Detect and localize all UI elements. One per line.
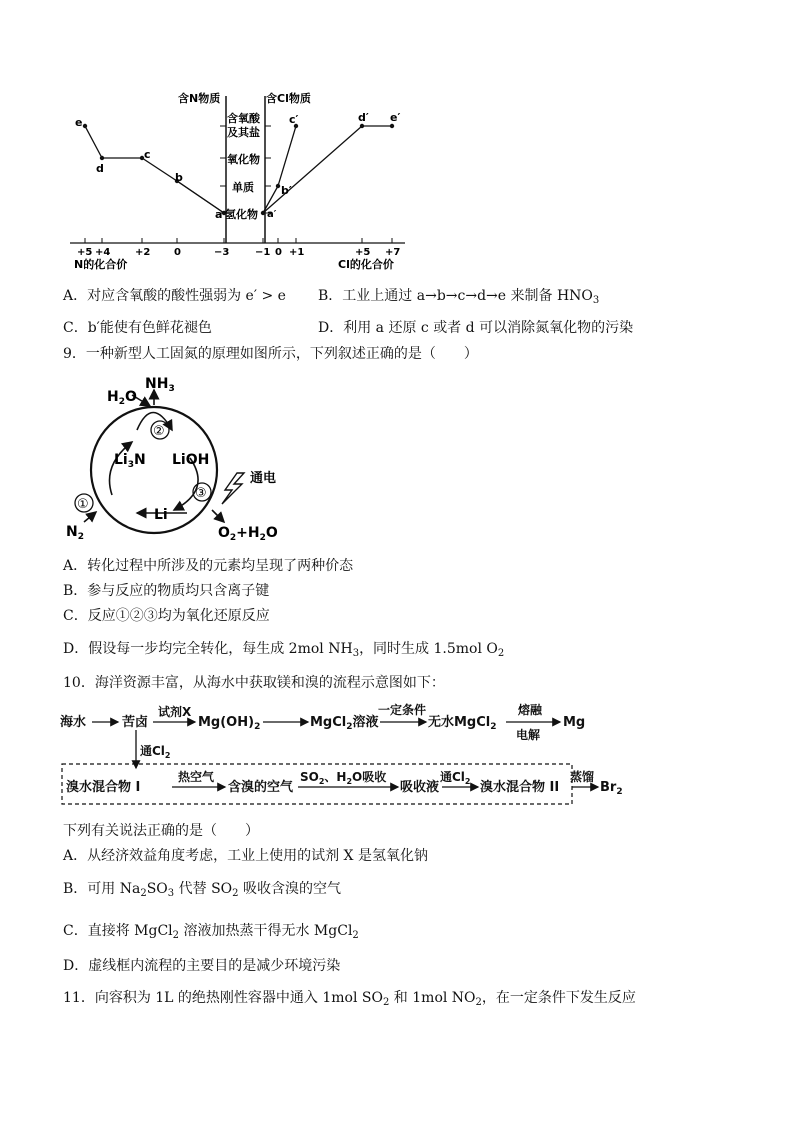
cl-label-b: b′ — [281, 184, 292, 197]
category-element: 单质 — [232, 181, 254, 194]
label-step1: ① — [77, 497, 89, 512]
category-oxyacid-line2: 及其盐 — [227, 126, 260, 139]
q10-option-b: B．可用 $Na_2SO_3$ 代替 $SO_2$ 吸收含溴的空气 — [63, 881, 341, 899]
n-label-d: d — [96, 162, 104, 175]
cl-point-b — [276, 184, 280, 188]
q9-option-a: A．转化过程中所涉及的元素均呈现了两种价态 — [63, 558, 354, 574]
label-o2-h2o: $O_2+H_2O$ — [218, 525, 278, 543]
n-axis-title: N的化合价 — [74, 258, 128, 271]
q10-option-c: C．直接将 MgCl$_2$ 溶液加热蒸干得无水 MgCl$_2$ — [63, 923, 359, 941]
label-nh3: $NH_3$ — [145, 376, 175, 394]
flow-brine: 苦卤 — [122, 715, 149, 730]
flow-mgcl2-solution: MgCl$_2$溶液 — [310, 715, 379, 732]
label-step3: ③ — [195, 486, 207, 501]
flow-mgoh2: $Mg(OH)_2$ — [198, 715, 261, 732]
flow-br2: $Br_2$ — [600, 780, 623, 797]
q8-option-a: A．对应含氧酸的酸性强弱为 e′ > e — [63, 288, 286, 304]
cl-axis-title: Cl的化合价 — [338, 258, 394, 271]
n-substance-label: 含N物质 — [178, 92, 221, 105]
q8-option-d: D．利用 a 还原 c 或者 d 可以消除氮氧化物的污染 — [318, 320, 634, 336]
flow-condition: 一定条件 — [378, 703, 427, 717]
cl-label-a: a′ — [267, 209, 277, 220]
category-hydride: 氢化物 — [225, 208, 258, 221]
cl-series-points — [261, 124, 394, 215]
arrow-out-o2 — [212, 510, 224, 522]
cl-point-e — [390, 124, 394, 128]
q11-stem: 11．向容积为 1L 的绝热刚性容器中通入 1mol $SO_2$ 和 1mol $NO_2$，在一定条件下发生反应 — [63, 990, 636, 1008]
q10-stem: 10．海洋资源丰富，从海水中获取镁和溴的流程示意图如下： — [63, 675, 445, 691]
q9-option-d: D．假设每一步均完全转化，每生成 2mol $NH_3$，同时生成 1.5mol $O_2$ — [63, 641, 505, 659]
flow-anhydrous-mgcl2: 无水MgCl$_2$ — [428, 715, 497, 732]
cl-substance-label: 含Cl物质 — [266, 92, 311, 105]
label-h2o: $H_2O$ — [107, 389, 137, 407]
n-label-c: c — [144, 148, 151, 161]
flow-bromine-air: 含溴的空气 — [228, 780, 294, 795]
q10-sub-stem: 下列有关说法正确的是（ ） — [63, 823, 259, 839]
q10-option-d: D．虚线框内流程的主要目的是减少环境污染 — [63, 958, 341, 974]
q10-option-a: A．从经济效益角度考虑，工业上使用的试剂 X 是氢氧化钠 — [63, 848, 428, 864]
cl-point-d — [360, 124, 364, 128]
flow-seawater: 海水 — [60, 715, 87, 730]
flow-absorbent: 吸收液 — [400, 780, 440, 795]
nitrogen-fixation-cycle-diagram — [62, 370, 302, 545]
q8-option-b: B．工业上通过 a→b→c→d→e 来制备 $HNO_3$ — [318, 288, 600, 306]
q8-option-c: C．b′能使有色鲜花褪色 — [63, 320, 212, 336]
cl-label-d: d′ — [358, 111, 369, 124]
flow-pass-cl2-b: 通$Cl_2$ — [440, 770, 471, 786]
n-tick-plus2: +2 — [135, 247, 151, 258]
cl-tick-plus5: +5 — [355, 247, 371, 258]
lightning-icon — [222, 473, 244, 504]
n-label-b: b — [175, 171, 183, 184]
q9-option-b: B．参与反应的物质均只含离子键 — [63, 583, 270, 599]
label-n2: $N_2$ — [66, 524, 84, 542]
flow-electrolysis: 电解 — [516, 728, 541, 742]
label-li: Li — [154, 507, 168, 523]
n-point-e — [83, 124, 87, 128]
label-electrolysis: 通电 — [250, 471, 277, 486]
n-tick-plus5: +5 — [77, 247, 93, 258]
cl-tick-0: 0 — [275, 247, 282, 258]
cl-series-line-1 — [263, 126, 296, 213]
q9-option-c: C．反应①②③均为氧化还原反应 — [63, 608, 270, 624]
label-li3n: $Li_3N$ — [114, 452, 146, 470]
n-tick-plus4: +4 — [95, 247, 111, 258]
label-lioh: LiOH — [172, 452, 210, 468]
n-tick-minus3: −3 — [214, 247, 230, 258]
flow-mix1: 溴水混合物 I — [66, 780, 141, 795]
flow-absorb: $SO_2$、$H_2O$吸收 — [300, 770, 387, 786]
cl-tick-plus7: +7 — [385, 247, 401, 258]
n-label-e: e — [75, 116, 83, 129]
flow-molten: 熔融 — [518, 703, 543, 717]
cl-tick-minus1: −1 — [255, 247, 271, 258]
flow-mix2: 溴水混合物 II — [480, 780, 560, 795]
flow-pass-cl2: 通$Cl_2$ — [140, 744, 171, 760]
n-tick-0: 0 — [174, 247, 181, 258]
n-series-points — [83, 124, 226, 215]
seawater-mg-br-flowchart — [60, 698, 630, 808]
q9-stem: 9．一种新型人工固氮的原理如图所示，下列叙述正确的是（ ） — [63, 346, 478, 362]
category-oxide: 氧化物 — [227, 153, 260, 166]
flow-reagent-x: 试剂X — [158, 705, 192, 719]
cl-label-e: e′ — [390, 111, 401, 124]
n-point-d — [100, 156, 104, 160]
n-series-line — [85, 126, 224, 213]
category-oxyacid-line1: 含氧酸 — [227, 112, 260, 125]
valence-category-chart — [60, 88, 420, 273]
arrow-in-n2 — [84, 512, 96, 522]
flow-mg: Mg — [563, 715, 586, 730]
label-step2: ② — [153, 424, 165, 439]
flow-distill: 蒸馏 — [570, 770, 595, 784]
flow-hot-air: 热空气 — [178, 770, 215, 784]
n-label-a: a — [215, 208, 223, 221]
cl-point-a — [261, 211, 265, 215]
cl-tick-plus1: +1 — [289, 247, 305, 258]
cl-label-c: c′ — [289, 113, 299, 126]
